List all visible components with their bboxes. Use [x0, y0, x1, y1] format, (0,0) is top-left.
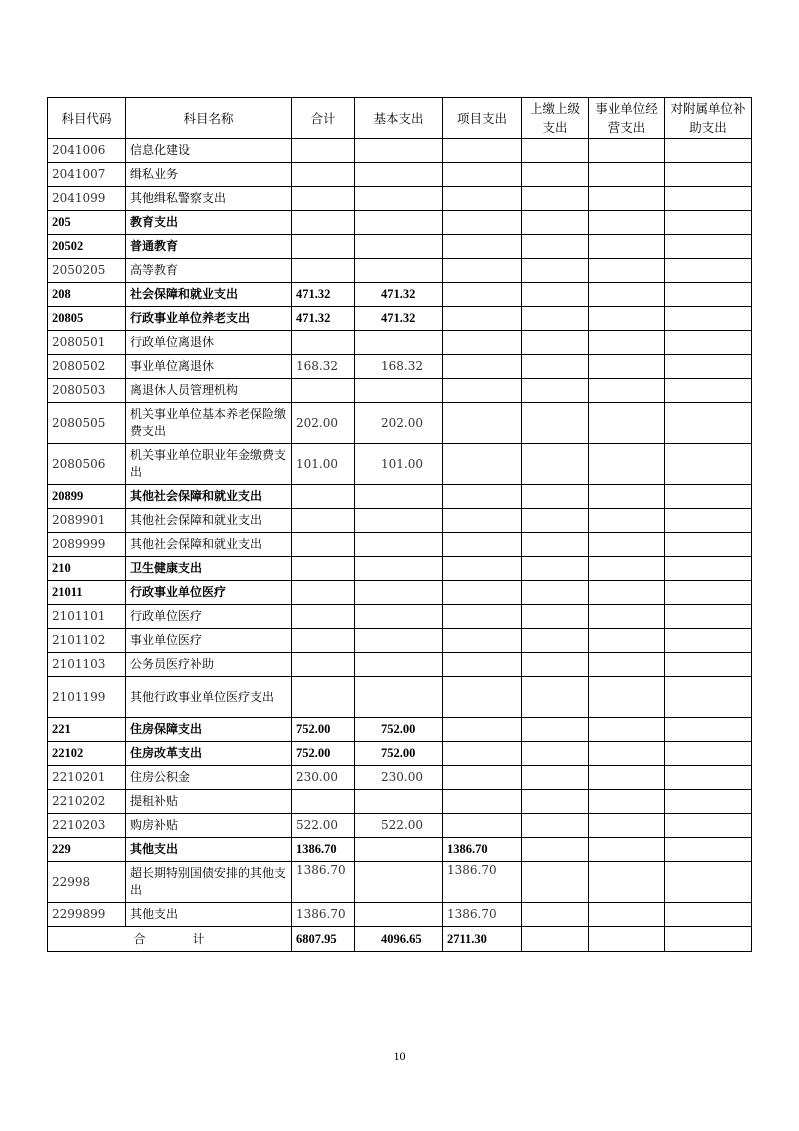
- row-subsidy: [665, 485, 752, 509]
- row-project: [443, 187, 522, 211]
- row-business: [589, 307, 665, 331]
- row-business: [589, 444, 665, 485]
- row-name: 公务员医疗补助: [126, 653, 292, 677]
- table-row: [48, 677, 752, 718]
- row-code: 2101199: [48, 677, 126, 718]
- row-total: [292, 485, 355, 509]
- table-row: [48, 403, 752, 444]
- row-name: 其他社会保障和就业支出: [126, 485, 292, 509]
- row-project: 1386.70: [443, 903, 522, 927]
- row-total: [292, 187, 355, 211]
- grand-total-project: 2711.30: [443, 927, 522, 952]
- row-project: [443, 211, 522, 235]
- row-subsidy: [665, 355, 752, 379]
- row-code: 2041007: [48, 163, 126, 187]
- row-basic: [355, 211, 443, 235]
- table-row: [48, 307, 752, 331]
- row-business: [589, 814, 665, 838]
- row-project: [443, 403, 522, 444]
- row-basic: 522.00: [355, 814, 443, 838]
- table-row: [48, 533, 752, 557]
- row-code: 229: [48, 838, 126, 862]
- row-business: [589, 403, 665, 444]
- row-business: [589, 331, 665, 355]
- row-name: 行政单位离退休: [126, 331, 292, 355]
- row-business: [589, 163, 665, 187]
- header-code: 科目代码: [48, 98, 126, 139]
- table-row: [48, 331, 752, 355]
- row-subsidy: [665, 653, 752, 677]
- row-business: [589, 629, 665, 653]
- row-subsidy: [665, 139, 752, 163]
- row-subsidy: [665, 581, 752, 605]
- row-total: 1386.70: [292, 838, 355, 862]
- table-header-row: [48, 98, 752, 139]
- row-subsidy: [665, 331, 752, 355]
- table-row: [48, 485, 752, 509]
- row-name: 离退休人员管理机构: [126, 379, 292, 403]
- row-basic: 752.00: [355, 718, 443, 742]
- table-row: [48, 581, 752, 605]
- row-project: [443, 790, 522, 814]
- table-row: [48, 163, 752, 187]
- row-basic: 752.00: [355, 742, 443, 766]
- row-business: [589, 557, 665, 581]
- row-business: [589, 605, 665, 629]
- row-total: 471.32: [292, 307, 355, 331]
- row-total: [292, 163, 355, 187]
- row-subsidy: [665, 163, 752, 187]
- row-project: [443, 718, 522, 742]
- row-project: [443, 814, 522, 838]
- grand-total: 6807.95: [292, 927, 355, 952]
- row-basic: [355, 139, 443, 163]
- row-name: 提租补贴: [126, 790, 292, 814]
- page-number: 10: [393, 1049, 406, 1063]
- row-project: [443, 163, 522, 187]
- row-name: 行政事业单位养老支出: [126, 307, 292, 331]
- row-code: 221: [48, 718, 126, 742]
- row-remit: [522, 790, 589, 814]
- row-name: 其他支出: [126, 903, 292, 927]
- row-total: [292, 653, 355, 677]
- row-basic: [355, 653, 443, 677]
- row-business: [589, 790, 665, 814]
- row-remit: [522, 533, 589, 557]
- row-business: [589, 533, 665, 557]
- row-code: 2080502: [48, 355, 126, 379]
- row-project: [443, 379, 522, 403]
- row-code: 2299899: [48, 903, 126, 927]
- row-subsidy: [665, 187, 752, 211]
- row-total: 168.32: [292, 355, 355, 379]
- row-subsidy: [665, 259, 752, 283]
- row-subsidy: [665, 790, 752, 814]
- row-basic: [355, 790, 443, 814]
- table-row: [48, 742, 752, 766]
- total-label-left: 合: [133, 931, 147, 946]
- row-total: 522.00: [292, 814, 355, 838]
- row-remit: [522, 742, 589, 766]
- row-subsidy: [665, 838, 752, 862]
- header-basic: 基本支出: [355, 98, 443, 139]
- row-remit: [522, 718, 589, 742]
- grand-total-basic: 4096.65: [355, 927, 443, 952]
- row-project: [443, 355, 522, 379]
- row-basic: [355, 605, 443, 629]
- row-business: [589, 862, 665, 903]
- row-business: [589, 718, 665, 742]
- row-project: [443, 766, 522, 790]
- row-project: [443, 235, 522, 259]
- row-subsidy: [665, 742, 752, 766]
- row-basic: 471.32: [355, 283, 443, 307]
- row-business: [589, 139, 665, 163]
- row-code: 205: [48, 211, 126, 235]
- header-total: 合计: [292, 98, 355, 139]
- row-remit: [522, 187, 589, 211]
- row-code: 22998: [48, 862, 126, 903]
- row-code: 21011: [48, 581, 126, 605]
- total-label: [48, 927, 292, 952]
- row-basic: [355, 629, 443, 653]
- row-total: [292, 259, 355, 283]
- row-business: [589, 355, 665, 379]
- table-row: [48, 139, 752, 163]
- row-basic: 471.32: [355, 307, 443, 331]
- row-name: 行政事业单位医疗: [126, 581, 292, 605]
- table-row: [48, 283, 752, 307]
- row-code: 208: [48, 283, 126, 307]
- row-project: 1386.70: [443, 862, 522, 903]
- row-basic: [355, 509, 443, 533]
- row-name: 事业单位离退休: [126, 355, 292, 379]
- table-row: [48, 605, 752, 629]
- table-row: [48, 790, 752, 814]
- row-remit: [522, 862, 589, 903]
- row-total: [292, 605, 355, 629]
- row-total: 752.00: [292, 742, 355, 766]
- row-basic: [355, 677, 443, 718]
- row-total: [292, 139, 355, 163]
- row-code: 2089901: [48, 509, 126, 533]
- row-project: [443, 581, 522, 605]
- row-name: 缉私业务: [126, 163, 292, 187]
- row-total: 230.00: [292, 766, 355, 790]
- row-business: [589, 235, 665, 259]
- row-name: 事业单位医疗: [126, 629, 292, 653]
- row-business: [589, 677, 665, 718]
- row-remit: [522, 605, 589, 629]
- row-total: [292, 581, 355, 605]
- row-name: 机关事业单位职业年金缴费支出: [126, 444, 292, 485]
- row-project: [443, 444, 522, 485]
- grand-total-remit: [522, 927, 589, 952]
- row-subsidy: [665, 766, 752, 790]
- row-project: [443, 509, 522, 533]
- row-code: 2101101: [48, 605, 126, 629]
- row-remit: [522, 677, 589, 718]
- row-basic: 230.00: [355, 766, 443, 790]
- row-total: [292, 379, 355, 403]
- table-row: [48, 509, 752, 533]
- row-total: 101.00: [292, 444, 355, 485]
- row-subsidy: [665, 379, 752, 403]
- row-name: 卫生健康支出: [126, 557, 292, 581]
- row-remit: [522, 307, 589, 331]
- row-code: 2080506: [48, 444, 126, 485]
- row-subsidy: [665, 509, 752, 533]
- row-name: 购房补贴: [126, 814, 292, 838]
- table-row: [48, 766, 752, 790]
- table-row: [48, 235, 752, 259]
- row-code: 20502: [48, 235, 126, 259]
- row-basic: [355, 485, 443, 509]
- row-basic: [355, 163, 443, 187]
- row-code: 2041006: [48, 139, 126, 163]
- table-row: [48, 557, 752, 581]
- row-subsidy: [665, 235, 752, 259]
- row-basic: [355, 838, 443, 862]
- row-subsidy: [665, 444, 752, 485]
- row-remit: [522, 557, 589, 581]
- row-business: [589, 187, 665, 211]
- row-project: [443, 485, 522, 509]
- row-business: [589, 653, 665, 677]
- row-business: [589, 211, 665, 235]
- row-project: [443, 331, 522, 355]
- row-code: 2210201: [48, 766, 126, 790]
- row-name: 其他行政事业单位医疗支出: [126, 677, 292, 718]
- row-remit: [522, 509, 589, 533]
- row-total: [292, 533, 355, 557]
- row-remit: [522, 903, 589, 927]
- budget-table: [47, 97, 752, 952]
- table-row: [48, 379, 752, 403]
- table-row: [48, 444, 752, 485]
- row-remit: [522, 331, 589, 355]
- row-code: 2089999: [48, 533, 126, 557]
- row-total: 471.32: [292, 283, 355, 307]
- row-name: 其他支出: [126, 838, 292, 862]
- header-name: 科目名称: [126, 98, 292, 139]
- row-subsidy: [665, 814, 752, 838]
- row-business: [589, 742, 665, 766]
- total-label-right: 计: [192, 931, 206, 946]
- row-total: [292, 235, 355, 259]
- row-project: [443, 605, 522, 629]
- table-row: [48, 862, 752, 903]
- row-remit: [522, 259, 589, 283]
- row-subsidy: [665, 605, 752, 629]
- row-total: [292, 211, 355, 235]
- row-code: 2101102: [48, 629, 126, 653]
- row-project: [443, 139, 522, 163]
- row-name: 超长期特别国债安排的其他支出: [126, 862, 292, 903]
- row-code: 2041099: [48, 187, 126, 211]
- table-row: [48, 814, 752, 838]
- row-subsidy: [665, 677, 752, 718]
- row-code: 2080503: [48, 379, 126, 403]
- header-business-operation: 事业单位经营支出: [589, 98, 665, 139]
- row-code: 2210202: [48, 790, 126, 814]
- row-project: [443, 283, 522, 307]
- row-total: 1386.70: [292, 903, 355, 927]
- row-name: 机关事业单位基本养老保险缴费支出: [126, 403, 292, 444]
- row-project: [443, 259, 522, 283]
- row-subsidy: [665, 403, 752, 444]
- row-remit: [522, 444, 589, 485]
- row-business: [589, 509, 665, 533]
- row-project: [443, 629, 522, 653]
- row-total: 1386.70: [292, 862, 355, 903]
- row-basic: [355, 187, 443, 211]
- row-name: 住房保障支出: [126, 718, 292, 742]
- row-name: 社会保障和就业支出: [126, 283, 292, 307]
- row-basic: [355, 259, 443, 283]
- total-row: [48, 927, 752, 952]
- row-business: [589, 581, 665, 605]
- row-basic: [355, 903, 443, 927]
- row-basic: 202.00: [355, 403, 443, 444]
- row-basic: [355, 331, 443, 355]
- row-subsidy: [665, 903, 752, 927]
- row-subsidy: [665, 862, 752, 903]
- row-total: [292, 790, 355, 814]
- row-business: [589, 283, 665, 307]
- row-total: [292, 331, 355, 355]
- row-subsidy: [665, 629, 752, 653]
- row-code: 2080505: [48, 403, 126, 444]
- row-code: 210: [48, 557, 126, 581]
- table-row: [48, 629, 752, 653]
- row-name: 普通教育: [126, 235, 292, 259]
- row-code: 2050205: [48, 259, 126, 283]
- row-code: 20899: [48, 485, 126, 509]
- row-code: 2101103: [48, 653, 126, 677]
- header-project: 项目支出: [443, 98, 522, 139]
- row-code: 22102: [48, 742, 126, 766]
- row-total: [292, 509, 355, 533]
- table-row: [48, 653, 752, 677]
- row-name: 其他社会保障和就业支出: [126, 533, 292, 557]
- row-remit: [522, 485, 589, 509]
- row-remit: [522, 379, 589, 403]
- table-body: [48, 139, 752, 927]
- row-business: [589, 903, 665, 927]
- table-row: [48, 718, 752, 742]
- row-business: [589, 485, 665, 509]
- row-project: [443, 653, 522, 677]
- row-basic: [355, 379, 443, 403]
- row-subsidy: [665, 283, 752, 307]
- row-code: 2210203: [48, 814, 126, 838]
- row-basic: 101.00: [355, 444, 443, 485]
- row-remit: [522, 355, 589, 379]
- row-name: 住房公积金: [126, 766, 292, 790]
- row-name: 其他缉私警察支出: [126, 187, 292, 211]
- row-basic: [355, 581, 443, 605]
- row-code: 20805: [48, 307, 126, 331]
- grand-total-subsidy: [665, 927, 752, 952]
- row-subsidy: [665, 211, 752, 235]
- row-project: [443, 533, 522, 557]
- row-remit: [522, 766, 589, 790]
- row-project: [443, 307, 522, 331]
- row-remit: [522, 283, 589, 307]
- row-remit: [522, 403, 589, 444]
- table-row: [48, 187, 752, 211]
- grand-total-business: [589, 927, 665, 952]
- header-subsidiary-subsidy: 对附属单位补助支出: [665, 98, 752, 139]
- row-name: 住房改革支出: [126, 742, 292, 766]
- row-name: 其他社会保障和就业支出: [126, 509, 292, 533]
- row-subsidy: [665, 307, 752, 331]
- row-basic: 168.32: [355, 355, 443, 379]
- row-business: [589, 259, 665, 283]
- row-remit: [522, 814, 589, 838]
- row-name: 行政单位医疗: [126, 605, 292, 629]
- row-name: 高等教育: [126, 259, 292, 283]
- row-remit: [522, 653, 589, 677]
- row-remit: [522, 581, 589, 605]
- row-subsidy: [665, 557, 752, 581]
- table-row: [48, 355, 752, 379]
- row-project: [443, 677, 522, 718]
- row-remit: [522, 235, 589, 259]
- row-total: [292, 629, 355, 653]
- row-subsidy: [665, 718, 752, 742]
- header-remit-superior: 上缴上级支出: [522, 98, 589, 139]
- row-business: [589, 379, 665, 403]
- row-project: [443, 557, 522, 581]
- row-total: [292, 677, 355, 718]
- row-business: [589, 838, 665, 862]
- table-row: [48, 211, 752, 235]
- table-row: [48, 838, 752, 862]
- row-code: 2080501: [48, 331, 126, 355]
- row-project: 1386.70: [443, 838, 522, 862]
- row-total: 202.00: [292, 403, 355, 444]
- row-remit: [522, 838, 589, 862]
- row-project: [443, 742, 522, 766]
- row-total: 752.00: [292, 718, 355, 742]
- row-basic: [355, 235, 443, 259]
- table-row: [48, 259, 752, 283]
- row-basic: [355, 533, 443, 557]
- row-remit: [522, 139, 589, 163]
- row-basic: [355, 557, 443, 581]
- row-name: 教育支出: [126, 211, 292, 235]
- row-remit: [522, 163, 589, 187]
- row-subsidy: [665, 533, 752, 557]
- table-row: [48, 903, 752, 927]
- row-basic: [355, 862, 443, 903]
- row-business: [589, 766, 665, 790]
- row-remit: [522, 211, 589, 235]
- row-total: [292, 557, 355, 581]
- row-name: 信息化建设: [126, 139, 292, 163]
- row-remit: [522, 629, 589, 653]
